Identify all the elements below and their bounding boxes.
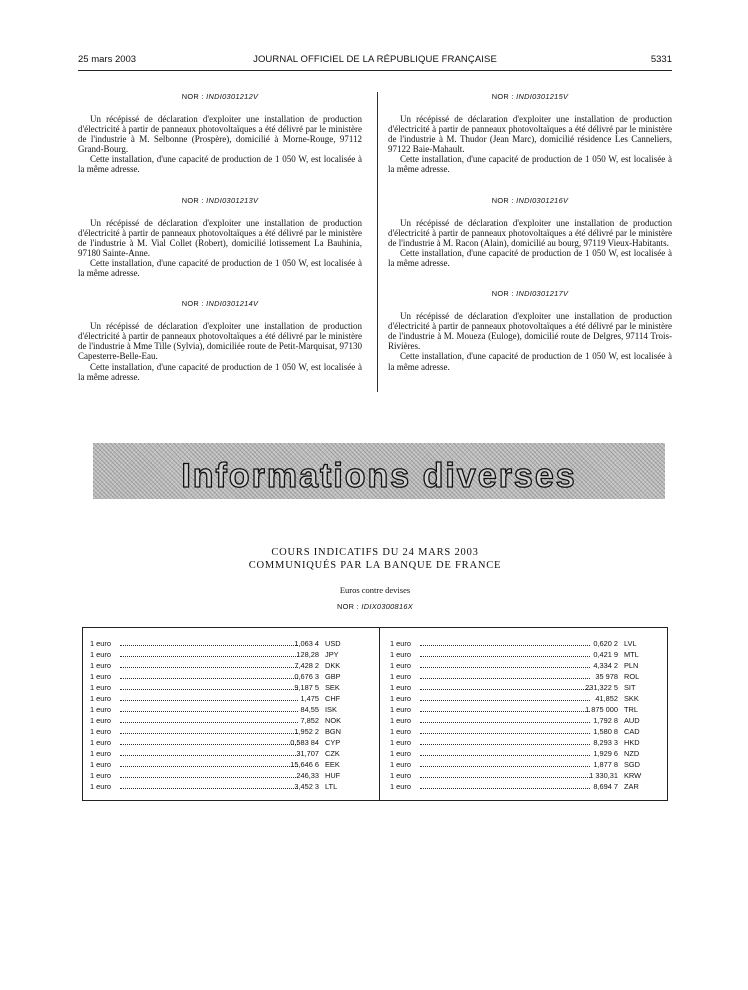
rate-value: 7,852 [300, 716, 319, 725]
rates-title-line: COMMUNIQUÉS PAR LA BANQUE DE FRANCE [248, 560, 502, 571]
rate-value: 1,475 [300, 694, 319, 703]
rate-row [390, 660, 660, 671]
nor-code: IDIX0300816X [361, 602, 414, 611]
rates-title-line: COURS INDICATIFS DU 24 MARS 2003 [271, 547, 479, 558]
dot-leader [120, 678, 298, 679]
nor-code: INDI0301214V [206, 299, 259, 309]
dot-leader [120, 689, 298, 690]
dot-leader [420, 788, 590, 789]
notice-paragraph: Cette installation, d'une capacité de production de 1 050 W, est localisée à la même adresse. [78, 361, 362, 382]
currency-code: SEK [325, 683, 340, 692]
notice-paragraph: Cette installation, d'une capacité de production de 1 050 W, est localisée à la même adresse. [78, 154, 362, 175]
rates-subtitle: Euros contre devises [339, 585, 411, 595]
banner-title: Informations diverses [181, 457, 577, 495]
rate-row [390, 759, 660, 770]
rate-label: 1 euro [390, 639, 411, 648]
rate-value: 231,322 5 [585, 683, 618, 692]
currency-code: AUD [624, 716, 640, 725]
rate-row [90, 649, 365, 660]
dot-leader [420, 733, 590, 734]
nor-code: INDI0301217V [516, 289, 569, 299]
dot-leader [120, 656, 298, 657]
rate-row [90, 638, 365, 649]
nor-reference: NOR : INDI0301213V [181, 195, 259, 205]
rate-label: 1 euro [390, 782, 411, 791]
rate-value: 8,694 7 [593, 782, 618, 791]
journal-title: JOURNAL OFFICIEL DE LA RÉPUBLIQUE FRANÇAISE [253, 54, 497, 65]
nor-code: INDI0301215V [516, 92, 569, 101]
dot-leader [420, 755, 590, 756]
currency-code: NZD [624, 749, 640, 758]
dot-leader [420, 689, 590, 690]
rate-label: 1 euro [390, 650, 411, 659]
notice [78, 92, 362, 175]
left-column [78, 92, 362, 403]
currency-code: NOK [325, 716, 342, 725]
rate-value: 31,707 [296, 749, 319, 758]
rate-label: 1 euro [90, 771, 111, 780]
rate-value: 1 330,31 [589, 771, 618, 780]
currency-code: BGN [325, 727, 342, 736]
dot-leader [120, 777, 298, 778]
rate-value: 41,852 [595, 694, 618, 703]
dot-leader [420, 777, 590, 778]
rate-row [390, 737, 660, 748]
currency-code: SIT [624, 683, 636, 692]
rate-row [90, 770, 365, 781]
rate-label: 1 euro [90, 782, 111, 791]
rate-value: 1,929 6 [593, 749, 618, 758]
table-divider [379, 628, 380, 800]
notice-paragraph: Un récépissé de déclaration d'exploiter une installation de production d'électricité à partir de panneaux photovoltaïques a été délivré par le ministère de l'industrie à Mme Tille (Sylvia), domiciliée route de Petit-Marquisat, 97130 Capesterre-Belle-Eau. [78, 321, 362, 362]
rate-row [90, 748, 365, 759]
dot-leader [120, 722, 298, 723]
rate-row [390, 748, 660, 759]
rate-label: 1 euro [390, 749, 411, 758]
rate-row [390, 693, 660, 704]
rate-label: 1 euro [90, 650, 111, 659]
rate-row [90, 737, 365, 748]
rates-left-column [90, 638, 365, 792]
rate-value: 246,33 [296, 771, 319, 780]
notice [388, 92, 672, 175]
notice [388, 196, 672, 268]
currency-code: CAD [624, 727, 640, 736]
right-column [388, 92, 672, 393]
dot-leader [120, 733, 298, 734]
nor-code: INDI0301212V [206, 92, 259, 101]
nor-reference: NOR : INDI0301216V [491, 195, 569, 205]
rate-value: 7,428 2 [294, 661, 319, 670]
rate-row [90, 671, 365, 682]
rate-label: 1 euro [90, 760, 111, 769]
notice-paragraph: Cette installation, d'une capacité de production de 1 050 W, est localisée à la même adresse. [78, 257, 362, 279]
rate-label: 1 euro [390, 683, 411, 692]
rate-label: 1 euro [90, 705, 111, 714]
rate-row [390, 704, 660, 715]
notice-paragraph: Un récépissé de déclaration d'exploiter une installation de production d'électricité à partir de panneaux photovoltaïques a été délivré par le ministère de l'industrie à M. Thudor (Jean Marc), domicilié résidence Les Canneliers, 97122 Baie-Mahault. [388, 114, 672, 155]
nor-reference: NOR : INDI0301214V [181, 299, 259, 309]
page-number: 5331 [650, 54, 672, 65]
currency-code: HUF [325, 771, 341, 780]
page-header [78, 54, 672, 68]
rate-row [390, 649, 660, 660]
currency-code: HKD [624, 738, 640, 747]
currency-code: MTL [624, 650, 639, 659]
dot-leader [420, 700, 590, 701]
rate-label: 1 euro [390, 771, 411, 780]
notice-paragraph: Un récépissé de déclaration d'exploiter une installation de production d'électricité à partir de panneaux photovoltaïques a été délivré par le ministère de l'industrie à M. Racon (Alain), domicilié au bourg, 97119 Vieux-Habitants. [388, 217, 672, 248]
dot-leader [420, 678, 590, 679]
rate-value: 35 978 [595, 672, 618, 681]
dot-leader [420, 722, 590, 723]
currency-code: PLN [624, 661, 639, 670]
rate-value: 0,620 2 [593, 639, 618, 648]
currency-code: CZK [325, 749, 340, 758]
notice [388, 289, 672, 372]
nor-reference: NOR : INDI0301212V [181, 92, 259, 101]
dot-leader [420, 711, 590, 712]
notice-paragraph: Un récépissé de déclaration d'exploiter une installation de production d'électricité à partir de panneaux photovoltaïques a été délivré par le ministère de l'industrie à M. Moueza (Euloge), domicilié route de Delgres, 97114 Trois-Rivières. [388, 311, 672, 352]
currency-code: ZAR [624, 782, 639, 791]
rate-row [390, 770, 660, 781]
rate-value: 8,293 3 [593, 738, 618, 747]
rate-label: 1 euro [390, 760, 411, 769]
rate-label: 1 euro [90, 694, 111, 703]
notice-paragraph: Cette installation, d'une capacité de production de 1 050 W, est localisée à la même adresse. [388, 351, 672, 372]
rate-row [390, 715, 660, 726]
rate-label: 1 euro [90, 683, 111, 692]
rate-row [390, 726, 660, 737]
rate-label: 1 euro [390, 694, 411, 703]
dot-leader [120, 788, 298, 789]
rate-label: 1 euro [390, 672, 411, 681]
notice-paragraph: Un récépissé de déclaration d'exploiter une installation de production d'électricité à partir de panneaux photovoltaïques a été délivré par le ministère de l'industrie à M. Selbonne (Prospère), domicilié à Morne-Rouge, 97112 Grand-Bourg. [78, 114, 362, 155]
nor-code: INDI0301213V [206, 195, 259, 205]
nor-reference: NOR : IDIX0300816X [336, 602, 414, 611]
rate-label: 1 euro [390, 738, 411, 747]
rate-value: 84,55 [300, 705, 319, 714]
nor-reference: NOR : INDI0301215V [491, 92, 569, 101]
nor-code: INDI0301216V [516, 195, 569, 205]
exchange-rates-table [82, 627, 668, 801]
dot-leader [420, 744, 590, 745]
currency-code: TRL [624, 705, 638, 714]
column-divider [377, 92, 378, 392]
rate-row [390, 638, 660, 649]
header-date: 25 mars 2003 [78, 54, 137, 65]
currency-code: CYP [325, 738, 341, 747]
rate-value: 1,580 8 [593, 727, 618, 736]
rate-value: 0,421 9 [593, 650, 618, 659]
rate-label: 1 euro [90, 661, 111, 670]
rate-label: 1 euro [90, 727, 111, 736]
currency-code: LTL [325, 782, 338, 791]
rate-label: 1 euro [90, 749, 111, 758]
currency-code: USD [325, 639, 341, 648]
rate-value: 1,877 8 [593, 760, 618, 769]
rate-row [390, 671, 660, 682]
dot-leader [120, 755, 298, 756]
rate-value: 15,646 6 [290, 760, 319, 769]
rate-row [90, 660, 365, 671]
rate-value: 9,187 5 [294, 683, 319, 692]
rate-value: 0,676 3 [294, 672, 319, 681]
dot-leader [120, 700, 298, 701]
dot-leader [420, 667, 590, 668]
rate-value: 1,952 2 [294, 727, 319, 736]
rate-label: 1 euro [90, 716, 111, 725]
rate-label: 1 euro [390, 727, 411, 736]
notice-paragraph: Un récépissé de déclaration d'exploiter une installation de production d'électricité à partir de panneaux photovoltaïques a été délivré par le ministère de l'industrie à M. Vial Collet (Robert), domicilié lotissement La Bauhinia, 97180 Sainte-Anne. [78, 217, 362, 258]
rate-label: 1 euro [390, 705, 411, 714]
rate-value: 3,452 3 [294, 782, 319, 791]
rate-value: 128,28 [296, 650, 319, 659]
currency-code: KRW [624, 771, 642, 780]
notice [78, 196, 362, 279]
rate-label: 1 euro [390, 716, 411, 725]
rates-right-column [390, 638, 660, 792]
header-rule [78, 70, 672, 71]
currency-code: ISK [325, 705, 337, 714]
rate-row [390, 781, 660, 792]
currency-code: SGD [624, 760, 641, 769]
rate-value: 1 875 000 [585, 705, 618, 714]
rate-row [390, 682, 660, 693]
notice-paragraph: Cette installation, d'une capacité de production de 1 050 W, est localisée à la même adresse. [388, 154, 672, 175]
section-banner [93, 443, 665, 499]
rate-row [90, 759, 365, 770]
dot-leader [120, 645, 298, 646]
rate-value: 1,063 4 [294, 639, 319, 648]
dot-leader [120, 711, 298, 712]
rate-row [90, 704, 365, 715]
currency-code: ROL [624, 672, 640, 681]
rate-row [90, 693, 365, 704]
rate-label: 1 euro [90, 738, 111, 747]
rate-row [90, 682, 365, 693]
rates-title [78, 546, 672, 572]
nor-reference: NOR : INDI0301217V [491, 289, 569, 299]
rate-value: 4,334 2 [593, 661, 618, 670]
rate-row [90, 715, 365, 726]
rate-label: 1 euro [90, 639, 111, 648]
currency-code: DKK [325, 661, 341, 670]
dot-leader [420, 766, 590, 767]
currency-code: EEK [325, 760, 340, 769]
notice-paragraph: Cette installation, d'une capacité de production de 1 050 W, est localisée à la même adresse. [388, 247, 672, 268]
currency-code: JPY [325, 650, 339, 659]
rate-value: 0,583 84 [290, 738, 319, 747]
currency-code: GBP [325, 672, 341, 681]
dot-leader [120, 766, 298, 767]
rate-row [90, 726, 365, 737]
currency-code: CHF [325, 694, 341, 703]
dot-leader [120, 744, 298, 745]
dot-leader [420, 656, 590, 657]
rate-row [90, 781, 365, 792]
notice [78, 299, 362, 382]
currency-code: LVL [624, 639, 637, 648]
dot-leader [420, 645, 590, 646]
currency-code: SKK [624, 694, 639, 703]
rate-value: 1,792 8 [593, 716, 618, 725]
dot-leader [120, 667, 298, 668]
rate-label: 1 euro [90, 672, 111, 681]
rate-label: 1 euro [390, 661, 411, 670]
